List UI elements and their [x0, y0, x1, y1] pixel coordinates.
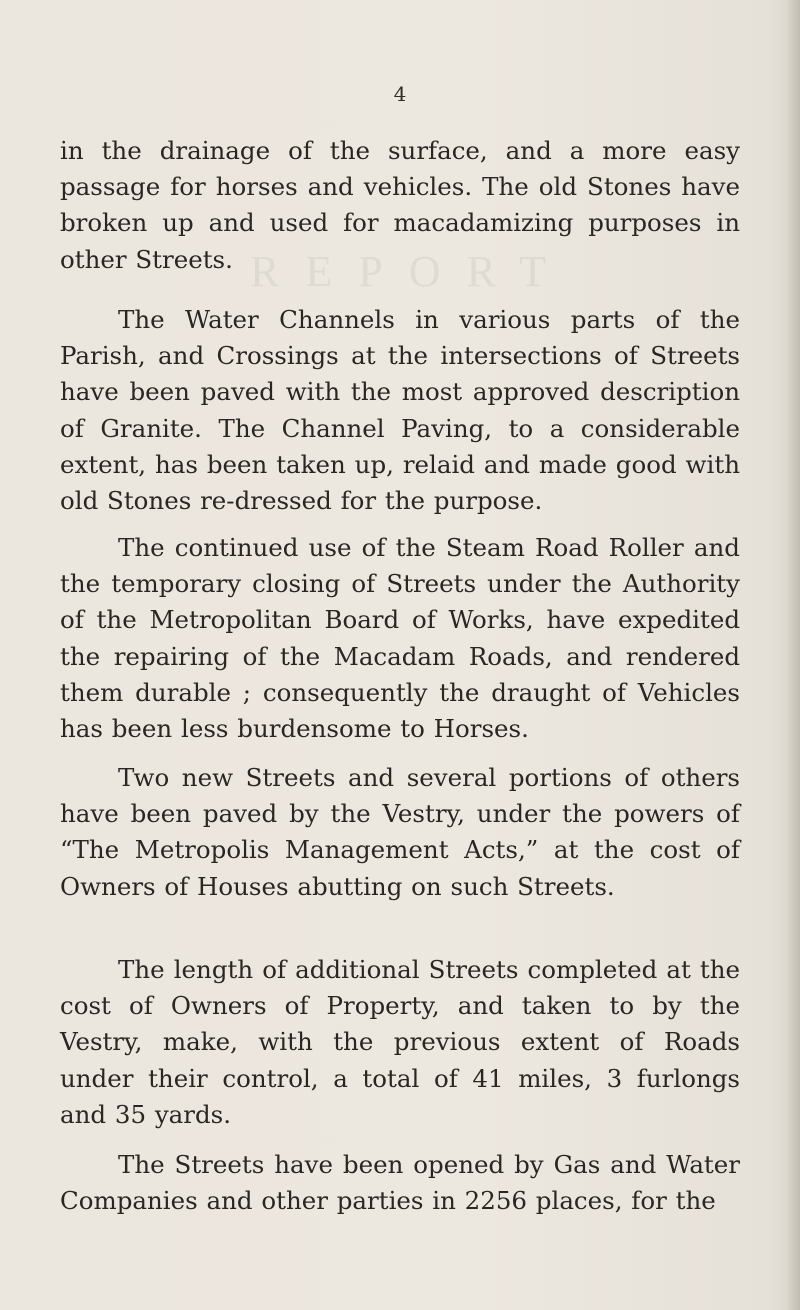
paragraph-water-channels: The Water Channels in various parts of the Parish, and Crossings at the intersections of Streets have been paved with the most approved description of Granite. The Channel Paving, to a considerable extent, has been taken up, relaid and made good with old Stones re-dressed for the purpose. [60, 305, 740, 516]
page-number: 4 [393, 82, 407, 106]
paragraph-new-streets: Two new Streets and several portions of others have been paved by the Vestry, under the powers of “The Metropolis Management Acts,” at the cost of Owners of Houses abutting on such Streets. [60, 763, 740, 901]
paragraph-streets-opened: The Streets have been opened by Gas and Water Companies and other parties in 2256 places, for the [60, 1150, 740, 1216]
paragraph-street-length: The length of additional Streets completed at the cost of Owners of Property, and taken to by the Vestry, make, with the previous extent of Roads under their control, a total of 41 miles, 3 furlongs and 35 yards. [60, 955, 740, 1129]
paragraph-steam-roller: The continued use of the Steam Road Roller and the temporary closing of Streets under the Authority of the Metropolitan Board of Works, have expedited the repairing of the Macadam Roads, and rendered them durable ; consequently the draught of Vehicles has been less burdensome to Horses. [60, 533, 740, 744]
paragraph-drainage: in the drainage of the surface, and a more easy passage for horses and vehicles. The old Stones have broken up and used for macadamizing purposes in other Streets. [60, 136, 740, 274]
show-through-text: REPORT [250, 247, 573, 296]
page-edge-shadow [786, 0, 800, 1310]
